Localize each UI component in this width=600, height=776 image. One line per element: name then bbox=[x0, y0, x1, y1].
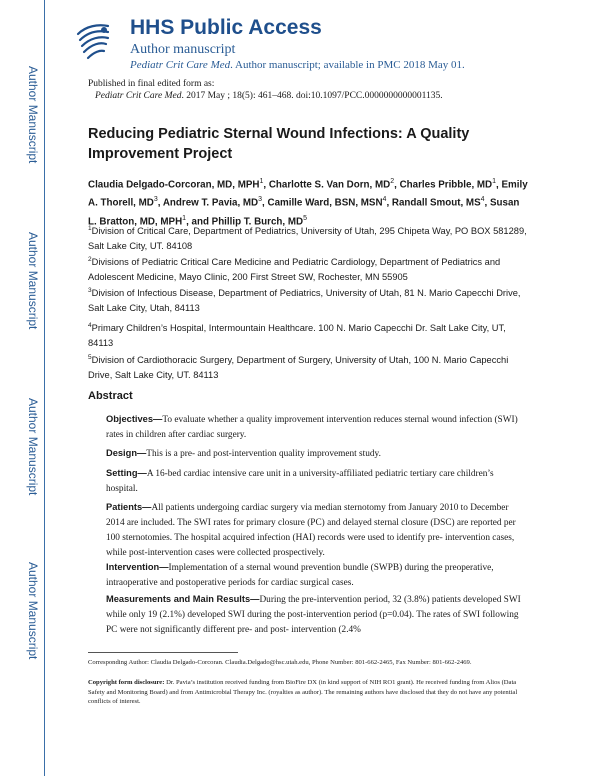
section-label: Measurements and Main Results— bbox=[106, 594, 260, 604]
author-manuscript-label: Author manuscript bbox=[130, 42, 236, 57]
abstract-heading: Abstract bbox=[88, 390, 133, 402]
author-affiliation-number: 1 bbox=[182, 214, 187, 222]
side-label: Author Manuscript bbox=[26, 398, 40, 496]
author-name: Phillip T. Burch, MD bbox=[211, 215, 304, 227]
author-separator: , bbox=[386, 197, 392, 209]
section-text: All patients undergoing cardiac surgery via median sternotomy from January 2010 to December 2014 are included. The SWI rates for primary closure (PC) and delayed sternal closure (DSC) are reported per 100 sternotomies. The hospital acquired infection (HAI) records were used to identify pre- intervention cases, while post-intervention cases were collected prospectively. bbox=[106, 503, 516, 558]
section-text: A 16-bed cardiac intensive care unit in a university-affiliated pediatric tertiary care children’s hospital. bbox=[106, 469, 494, 494]
author-name: Charles Pribble, MD bbox=[399, 179, 493, 191]
author-separator: , bbox=[263, 179, 269, 191]
disclosure-label: Copyright form disclosure: bbox=[88, 679, 165, 686]
abstract-section bbox=[106, 412, 526, 443]
author-separator: , bbox=[157, 197, 163, 209]
section-label: Setting— bbox=[106, 468, 147, 478]
corresponding-author-note: Corresponding Author: Claudia Delgado-Corcoran. Claudia.Delgado@hsc.utah.edu, Phone Number: 801-662-2465, Fax Number: 801-662-2469. bbox=[88, 659, 472, 666]
abstract-section bbox=[106, 446, 526, 462]
author-separator: , and bbox=[186, 215, 212, 227]
section-text: To evaluate whether a quality improvement intervention reduces sternal wound infection (SWI) rates in children after cardiac surgery. bbox=[106, 415, 518, 440]
section-text: During the pre-intervention period, 32 (3.8%) patients developed SWI while only 19 (2.1%) developed SWI during the post-intervention period (p=0.04). The rates of SWI following PC were not significantly different pre- and post- intervention (2.4% bbox=[106, 595, 521, 635]
abstract-section bbox=[106, 592, 526, 638]
section-label: Patients— bbox=[106, 502, 152, 512]
section-text: This is a pre- and post-intervention quality improvement study. bbox=[146, 449, 381, 459]
journal-name: Pediatr Crit Care Med bbox=[130, 59, 231, 71]
affiliation-number: 4 bbox=[88, 322, 92, 329]
section-text: Implementation of a sternal wound prevention bundle (SWPB) during the preoperative, intraoperative and postoperative periods for cardiac surgical cases. bbox=[106, 563, 494, 588]
author-affiliation-number: 1 bbox=[492, 178, 497, 185]
side-label: Author Manuscript bbox=[26, 232, 40, 330]
availability-text: . Author manuscript; available in PMC 2018 May 01. bbox=[230, 59, 465, 71]
author-name: Randall Smout, MS bbox=[391, 197, 481, 209]
footnote-divider bbox=[88, 652, 238, 653]
affiliation-number: 1 bbox=[88, 225, 92, 232]
author-affiliation-number: 2 bbox=[390, 178, 395, 185]
author-affiliation-number: 5 bbox=[303, 214, 308, 222]
author-affiliation-number: 4 bbox=[480, 196, 485, 204]
affiliation-number: 2 bbox=[88, 256, 92, 263]
citation-details: . 2017 May ; 18(5): 461–468. doi:10.1097/PCC.0000000000001135. bbox=[181, 91, 443, 101]
side-label: Author Manuscript bbox=[26, 562, 40, 660]
affiliation bbox=[88, 283, 528, 316]
author-name: Claudia Delgado-Corcoran, MD, MPH bbox=[88, 179, 260, 191]
author-separator: , bbox=[394, 179, 400, 191]
author-separator: , bbox=[262, 197, 268, 209]
section-label: Intervention— bbox=[106, 562, 169, 572]
abstract-section bbox=[106, 500, 526, 561]
author-affiliation-number: 4 bbox=[382, 196, 387, 204]
affiliation-text: Divisions of Pediatric Critical Care Medicine and Pediatric Cardiology, Department of Pediatrics and Adolescent Medicine, Mayo Clinic, 200 First Street SW, Rochester, MN 55905 bbox=[88, 257, 501, 283]
author-affiliation-number: 1 bbox=[259, 178, 264, 185]
margin-rule bbox=[44, 0, 45, 776]
article-title: Reducing Pediatric Sternal Wound Infections: A Quality Improvement Project bbox=[88, 126, 470, 162]
author-name: Andrew T. Pavia, MD bbox=[162, 197, 259, 209]
affiliation bbox=[88, 252, 528, 285]
affiliation bbox=[88, 318, 528, 351]
affiliation bbox=[88, 350, 528, 383]
citation bbox=[95, 91, 443, 101]
author-name: Charlotte S. Van Dorn, MD bbox=[268, 179, 391, 191]
section-label: Design— bbox=[106, 448, 147, 458]
author-separator: , bbox=[496, 179, 502, 191]
published-label: Published in final edited form as: bbox=[88, 79, 215, 89]
affiliation-text: Division of Critical Care, Department of Pediatrics, University of Utah, 295 Chipeta Way, PO BOX 581289, Salt Lake City, UT. 84108 bbox=[88, 226, 527, 252]
side-label: Author Manuscript bbox=[26, 66, 40, 164]
abstract-section bbox=[106, 560, 526, 591]
disclosure-text: Dr. Pavia’s institution received funding from BioFire DX (in kind support of NIH RO1 grant). He received funding from Alios (Data Safety and Monitoring Board) and from Antimicrobial Therapy Inc. (royalties as author). The remaining authors have disclosed that they do not have any potential conflicts of interest. bbox=[88, 679, 518, 705]
abstract-section bbox=[106, 466, 526, 497]
affiliation bbox=[88, 221, 528, 254]
affiliation-text: Primary Children’s Hospital, Intermountain Healthcare. 100 N. Mario Capecchi Dr. Salt Lake City, UT, 84113 bbox=[88, 323, 506, 349]
manuscript-source bbox=[130, 59, 465, 71]
author-name: Emily A. Thorell, MD bbox=[88, 179, 528, 209]
author-separator: , bbox=[484, 197, 490, 209]
affiliation-text: Division of Infectious Disease, Department of Pediatrics, University of Utah, 81 N. Mario Capecchi Drive, Salt Lake City, Utah, 84113 bbox=[88, 288, 521, 314]
author-affiliation-number: 3 bbox=[258, 196, 263, 204]
author-name: Camille Ward, BSN, MSN bbox=[267, 197, 383, 209]
affiliation-number: 5 bbox=[88, 354, 92, 361]
hhs-public-access-title: HHS Public Access bbox=[130, 16, 322, 39]
citation-journal: Pediatr Crit Care Med bbox=[95, 91, 182, 101]
disclosure-note bbox=[88, 678, 528, 707]
affiliation-text: Division of Cardiothoracic Surgery, Department of Surgery, University of Utah, 100 N. Mario Capecchi Drive, Salt Lake City, UT. 84113 bbox=[88, 355, 509, 381]
author-name: Susan L. Bratton, MD, MPH bbox=[88, 197, 520, 227]
section-label: Objectives— bbox=[106, 414, 163, 424]
affiliation-number: 3 bbox=[88, 287, 92, 294]
author-affiliation-number: 3 bbox=[153, 196, 158, 204]
hhs-eagle-logo-icon bbox=[74, 20, 114, 64]
